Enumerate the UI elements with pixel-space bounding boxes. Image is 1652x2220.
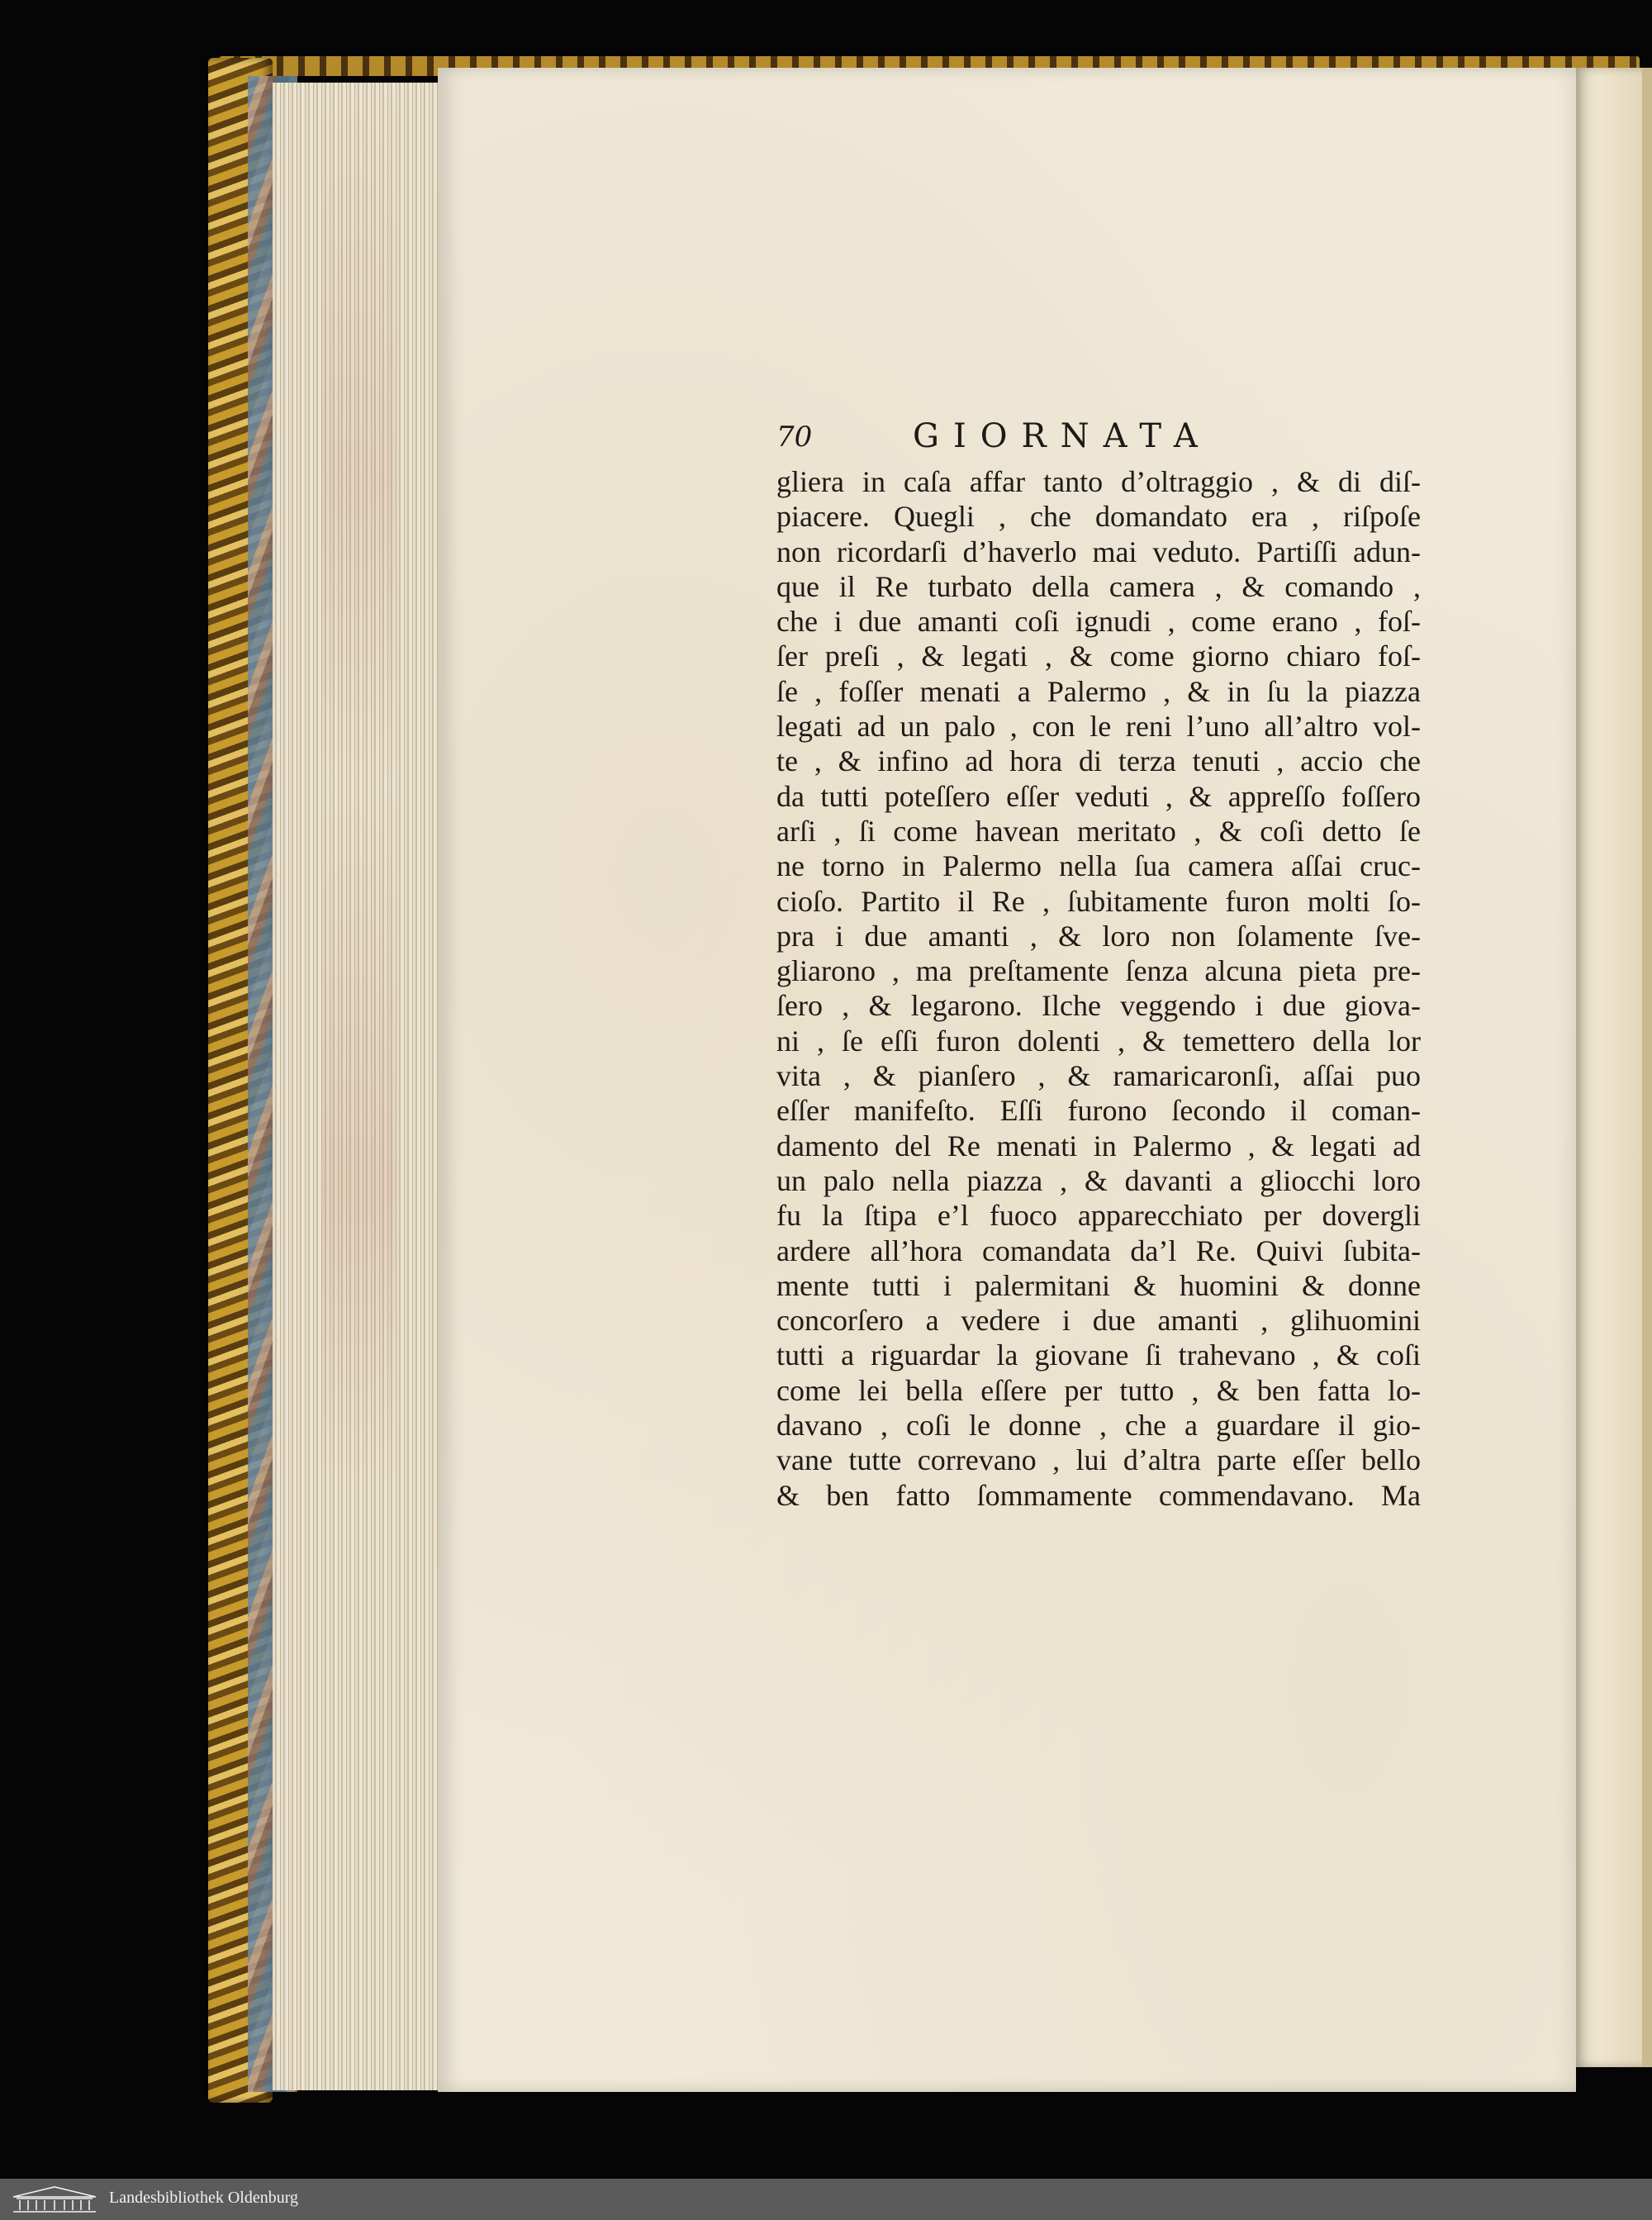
- page-edges: [273, 83, 444, 2090]
- text-line: damento del Re menati in Palermo , & legati ad: [776, 1129, 1421, 1162]
- text-line: come lei bella eſſere per tutto , & ben fatta lo-: [776, 1373, 1421, 1407]
- facing-page: [1574, 68, 1652, 2067]
- text-line: ſer preſi , & legati , & come giorno chiaro foſ-: [776, 639, 1421, 673]
- library-name: Landesbibliothek Oldenburg: [109, 2189, 299, 2207]
- text-line: fu la ſtipa e’l fuoco apparecchiato per dovergli: [776, 1199, 1421, 1233]
- text-line: cioſo. Partito il Re , ſubitamente furon molti ſo-: [776, 884, 1421, 918]
- text-line: concorſero a vedere i due amanti , glihuomini: [776, 1304, 1421, 1338]
- text-line: & ben fatto ſommamente commendavano. Ma: [776, 1478, 1421, 1512]
- text-line: che i due amanti coſi ignudi , come erano , foſ-: [776, 605, 1421, 639]
- running-head-title: GIORNATA: [913, 417, 1212, 455]
- text-line: mente tutti i palermitani & huomini & donne: [776, 1268, 1421, 1302]
- text-line: vane tutte correvano , lui d’altra parte eſſer bello: [776, 1443, 1421, 1477]
- text-line: arſi , ſi come havean meritato , & coſi detto ſe: [776, 814, 1421, 848]
- text-line: legati ad un palo , con le reni l’uno all’altro vol-: [776, 710, 1421, 744]
- body-text: [776, 464, 1421, 1513]
- text-line: non ricordarſi d’haverlo mai veduto. Partiſſi adun-: [776, 535, 1421, 568]
- text-line: que il Re turbato della camera , & comando ,: [776, 569, 1421, 603]
- text-line: davano , coſi le donne , che a guardare il gio-: [776, 1409, 1421, 1443]
- text-line: ſe , foſſer menati a Palermo , & in ſu la piazza: [776, 674, 1421, 708]
- text-line: piacere. Quegli , che domandato era , riſpoſe: [776, 500, 1421, 534]
- text-line: un palo nella piazza , & davanti a gliocchi loro: [776, 1163, 1421, 1197]
- text-line: ne torno in Palermo nella ſua camera aſſai cruc-: [776, 849, 1421, 883]
- page-number: 70: [776, 421, 813, 454]
- text-line: gliera in caſa affar tanto d’oltraggio , & di diſ-: [776, 465, 1421, 498]
- text-line: eſſer manifeſto. Eſſi furono ſecondo il coman-: [776, 1094, 1421, 1128]
- text-line: gliarono , ma preſtamente ſenza alcuna pieta pre-: [776, 954, 1421, 988]
- footer-bar: [0, 2179, 1652, 2220]
- text-line: te , & infino ad hora di terza tenuti , accio che: [776, 744, 1421, 778]
- text-line: ſero , & legarono. Ilche veggendo i due giova-: [776, 989, 1421, 1023]
- text-line: vita , & pianſero , & ramaricaronſi, aſſai puo: [776, 1059, 1421, 1093]
- text-line: ni , ſe eſſi furon dolenti , & temettero della lor: [776, 1024, 1421, 1058]
- text-line: tutti a riguardar la giovane ſi trahevano , & coſi: [776, 1338, 1421, 1372]
- library-building-icon: [12, 2185, 97, 2213]
- text-line: da tutti poteſſero eſſer veduti , & appreſſo foſſero: [776, 779, 1421, 813]
- running-head: [776, 417, 1305, 467]
- text-line: pra i due amanti , & loro non ſolamente ſve-: [776, 919, 1421, 953]
- text-line: ardere all’hora comandata da’l Re. Quivi ſubita-: [776, 1234, 1421, 1267]
